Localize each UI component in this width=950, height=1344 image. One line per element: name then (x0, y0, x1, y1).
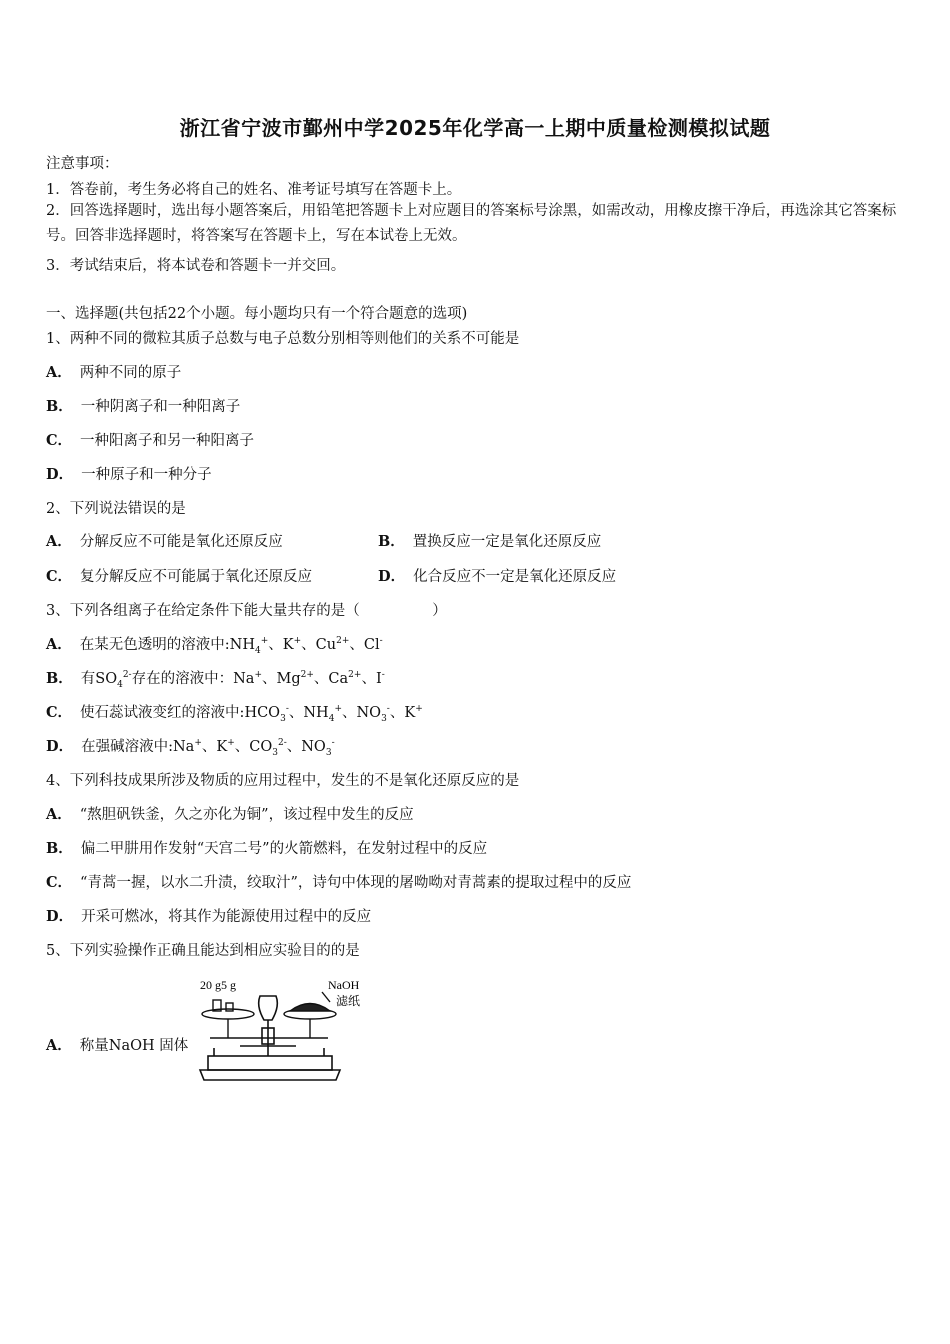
notice-heading: 注意事项： (46, 156, 119, 172)
option-label: B． (46, 840, 73, 857)
question-2-stem: 2、下列说法错误的是 (46, 501, 186, 517)
option-label: B． (46, 398, 73, 415)
q4-option-a (46, 803, 414, 824)
q1-option-d (46, 463, 212, 484)
ion-formula: Na+、K+、$CO_3^{2-}$、$NO_3^-$ (172, 738, 335, 758)
ion-formula: Na+、$Mg^{2+}$、$Ca^{2+}$、I- (233, 670, 385, 687)
question-1-stem: 1、两种不同的微粒其质子总数与电子总数分别相等则他们的关系不可能是 (46, 331, 520, 347)
option-text: 在强碱溶液中: (81, 739, 173, 755)
option-label: A． (46, 636, 72, 653)
option-text: 一种阴离子和一种阳离子 (80, 399, 241, 415)
q2-option-c (46, 565, 312, 586)
q2-option-a (46, 530, 283, 551)
ion-formula: $NH_4^+$、K+、$Cu^{2+}$、Cl- (229, 636, 383, 656)
question-5-stem: 5、下列实验操作正确且能达到相应实验目的的是 (46, 943, 360, 959)
option-text: 一种原子和一种分子 (81, 467, 212, 483)
q2-option-b (378, 530, 601, 551)
page-title: 浙江省宁波市鄞州中学2025年化学高一上期中质量检测模拟试题 (179, 116, 771, 140)
option-label: B． (46, 670, 73, 687)
option-label: A． (46, 1037, 72, 1054)
option-label: A． (46, 533, 72, 550)
option-label: D． (46, 738, 74, 755)
option-label: C． (46, 704, 73, 721)
q4-option-d (46, 905, 371, 926)
option-label: D． (46, 466, 74, 483)
option-text: “熬胆矾铁釜，久之亦化为铜”，该过程中发生的反应 (79, 807, 414, 823)
option-text: 分解反应不可能是氧化还原反应 (79, 534, 283, 550)
option-label: B． (378, 533, 405, 550)
ion-formula: $SO_4^{2-}$ (95, 670, 132, 690)
option-text: “青蒿一握，以水二升渍，绞取汁”，诗句中体现的屠呦呦对青蒿素的提取过程中的反应 (80, 875, 632, 891)
scale-base (200, 1048, 340, 1080)
option-text: 使石蕊试液变红的溶液中: (80, 705, 245, 721)
balance-scale-figure (190, 976, 380, 1088)
option-text: 在某无色透明的溶液中: (79, 637, 230, 653)
option-text: 一种阳离子和另一种阳离子 (80, 433, 255, 449)
option-label: C． (46, 568, 73, 585)
q3-option-b (46, 667, 385, 688)
option-text: 有 (80, 671, 96, 687)
notice-item-1: 1．答卷前，考生务必将自己的姓名、准考证号填写在答题卡上。 (46, 182, 462, 198)
option-text: 复分解反应不可能属于氧化还原反应 (80, 569, 313, 585)
ion-formula: $HCO_3^-$、$NH_4^+$、$NO_3^-$、K+ (244, 704, 423, 724)
q3-option-d (46, 735, 335, 756)
q1-option-a (46, 361, 181, 382)
option-label: C． (46, 874, 73, 891)
question-4-stem: 4、下列科技成果所涉及物质的应用过程中，发生的不是氧化还原反应的是 (46, 773, 520, 789)
option-text: 开采可燃冰，将其作为能源使用过程中的反应 (81, 909, 372, 925)
option-text: 称量NaOH 固体 (79, 1038, 189, 1054)
option-text: 化合反应不一定是氧化还原反应 (413, 569, 617, 585)
notice-item-3: 3．考试结束后，将本试卷和答题卡一并交回。 (46, 258, 346, 274)
question-3-stem: 3、下列各组离子在给定条件下能大量共存的是（ ） (46, 603, 447, 619)
option-text: 存在的溶液中： (131, 671, 234, 687)
option-label: D． (46, 908, 74, 925)
option-label: A． (46, 806, 72, 823)
left-pan (202, 1000, 254, 1038)
option-label: D． (378, 568, 406, 585)
weights-label: 20 g5 g (200, 978, 236, 992)
notice-item-2: 2．回答选择题时，选出每小题答案后，用铅笔把答题卡上对应题目的答案标号涂黑，如需改动，用橡皮擦干净后，再选涂其它答案标号。回答非选择题时，将答案写在答题卡上，写在本试卷上无效。 (46, 203, 897, 244)
filter-paper-label: 滤纸 (336, 994, 361, 1008)
option-text: 两种不同的原子 (79, 365, 182, 381)
q2-option-d (378, 565, 616, 586)
right-pan (284, 992, 336, 1038)
option-label: A． (46, 364, 72, 381)
option-label: C． (46, 432, 73, 449)
option-text: 置换反应一定是氧化还原反应 (412, 534, 602, 550)
q1-option-c (46, 429, 254, 450)
q1-option-b (46, 395, 240, 416)
q3-option-c (46, 701, 423, 722)
section-heading: 一、选择题(共包括22个小题。每小题均只有一个符合题意的选项) (46, 306, 468, 322)
q4-option-b (46, 837, 487, 858)
naoh-label: NaOH (328, 978, 360, 992)
option-text: 偏二甲肼用作发射“天宫二号”的火箭燃料，在发射过程中的反应 (80, 841, 488, 857)
q5-option-a (46, 1034, 188, 1055)
q3-option-a (46, 633, 383, 654)
q4-option-c (46, 871, 631, 892)
